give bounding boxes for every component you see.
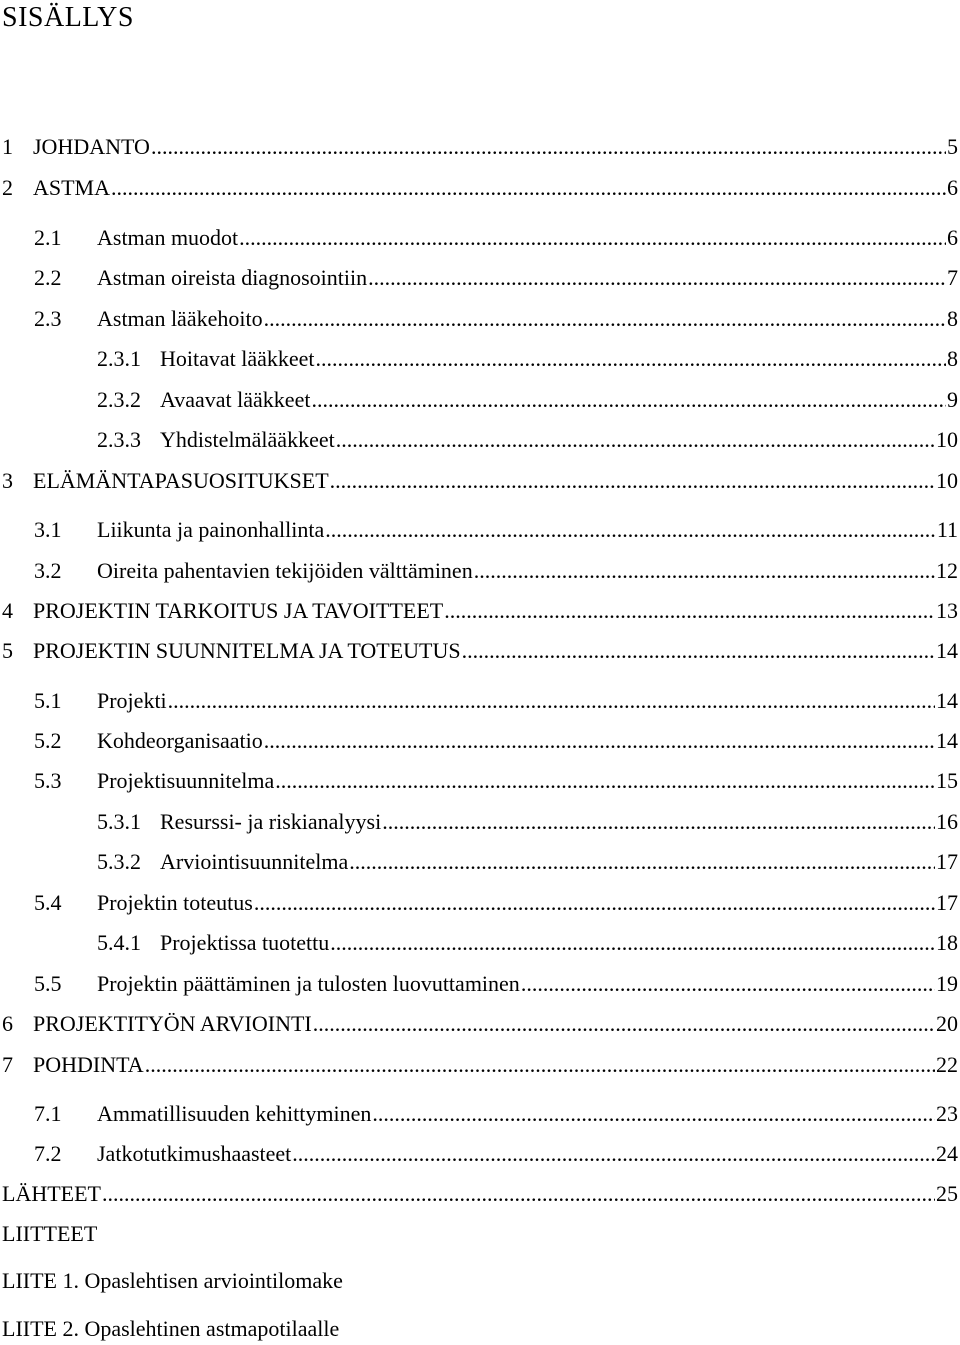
toc-entry-page: 19 [936, 971, 958, 996]
dot-leader [316, 346, 946, 372]
toc-entry-number: 3 [2, 468, 13, 493]
toc-entry-text: Kohdeorganisaatio [97, 728, 263, 753]
toc-entry [97, 346, 960, 372]
toc-entry-text: Hoitavat lääkkeet [160, 346, 315, 371]
toc-entry [2, 1181, 960, 1207]
toc-entry [34, 306, 960, 332]
toc-entry-text: PROJEKTITYÖN ARVIOINTI [33, 1011, 312, 1036]
toc-entry-text: Projektisuunnitelma [97, 768, 275, 793]
toc-entry-page: 23 [936, 1101, 958, 1126]
toc-entry [2, 134, 960, 160]
toc-entry [97, 930, 960, 956]
dot-leader [330, 930, 935, 956]
toc-entry-text: JOHDANTO [33, 134, 150, 159]
toc-entry-number: 2 [2, 175, 13, 200]
toc-entry-page: 24 [936, 1141, 958, 1166]
toc-entry-page: 5 [947, 134, 958, 159]
dot-leader [168, 688, 935, 714]
toc-entry [34, 688, 960, 714]
toc-entry-text: Astman lääkehoito [97, 306, 263, 331]
dot-leader [145, 1052, 935, 1078]
toc-entry-number: 5.4 [34, 890, 62, 915]
toc-entry-number: 3.2 [34, 558, 62, 583]
toc-entry [97, 849, 960, 875]
dot-leader [330, 468, 935, 494]
dot-leader [264, 728, 935, 754]
toc-entry [34, 1101, 960, 1127]
dot-leader [111, 175, 946, 201]
toc-entry-page: 22 [936, 1052, 958, 1077]
toc-entry-text: Projekti [97, 688, 167, 713]
toc-entry [34, 728, 960, 754]
toc-entry-text: Projektin toteutus [97, 890, 253, 915]
dot-leader [368, 265, 946, 291]
toc-entry-number: 7.2 [34, 1141, 62, 1166]
toc-entry-page: 10 [936, 468, 958, 493]
toc-entry [34, 225, 960, 251]
toc-entry-number: 5.3.2 [97, 849, 141, 874]
toc-entry-number: 2.3 [34, 306, 62, 331]
dot-leader [102, 1181, 935, 1207]
toc-entry-text: Resurssi- ja riskianalyysi [160, 809, 382, 834]
dot-leader [521, 971, 935, 997]
toc-entry-number: 5.3.1 [97, 809, 141, 834]
toc-entry-text: Astman oireista diagnosointiin [97, 265, 368, 290]
toc-entry [34, 265, 960, 291]
dot-leader [239, 225, 946, 251]
toc-entry-page: 11 [936, 517, 958, 542]
dot-leader [474, 558, 935, 584]
dot-leader [444, 598, 935, 624]
toc-entry-number: 5 [2, 638, 13, 663]
toc-entry [2, 598, 960, 624]
toc-entry-page: 14 [936, 638, 958, 663]
toc-entry-page: 7 [947, 265, 958, 290]
toc-entry-text: PROJEKTIN TARKOITUS JA TAVOITTEET [33, 598, 444, 623]
toc-entry-text: ASTMA [33, 175, 111, 200]
toc-entry-page: 13 [936, 598, 958, 623]
toc-entry-number: 7.1 [34, 1101, 62, 1126]
toc-entry-number: 6 [2, 1011, 13, 1036]
toc-entry-page: 8 [947, 306, 958, 331]
toc-entry [2, 1011, 960, 1037]
toc-entry-page: 16 [936, 809, 958, 834]
toc-entry-number: 5.3 [34, 768, 62, 793]
toc-entry-page: 14 [936, 688, 958, 713]
toc-entry [34, 1141, 960, 1167]
toc-entry-number: 5.5 [34, 971, 62, 996]
dot-leader [275, 768, 935, 794]
toc-entry [34, 890, 960, 916]
toc-entry [2, 1052, 960, 1078]
toc-entry-number: 5.2 [34, 728, 62, 753]
appendix-item: LIITE 1. Opaslehtisen arviointilomake [2, 1268, 343, 1293]
toc-entry [34, 517, 960, 543]
dot-leader [382, 809, 935, 835]
dot-leader [336, 427, 935, 453]
toc-entry-text: POHDINTA [33, 1052, 144, 1077]
toc-entry-number: 2.2 [34, 265, 62, 290]
toc-entry-number: 1 [2, 134, 13, 159]
toc-entry [2, 175, 960, 201]
appendix-heading: LIITTEET [2, 1221, 98, 1246]
toc-entry-page: 17 [936, 849, 958, 874]
dot-leader [151, 134, 946, 160]
toc-entry-page: 25 [936, 1181, 958, 1206]
toc-entry-number: 5.1 [34, 688, 62, 713]
dot-leader [325, 517, 936, 543]
toc-entry-text: Astman muodot [97, 225, 239, 250]
appendix-item: LIITE 2. Opaslehtinen astmapotilaalle [2, 1316, 340, 1341]
toc-entry-text: Arviointisuunnitelma [160, 849, 349, 874]
toc-entry-page: 14 [936, 728, 958, 753]
toc-entry [34, 768, 960, 794]
dot-leader [372, 1101, 935, 1127]
toc-entry-text: Projektin päättäminen ja tulosten luovuttaminen [97, 971, 520, 996]
toc-entry-text: PROJEKTIN SUUNNITELMA JA TOTEUTUS [33, 638, 461, 663]
toc-entry [2, 468, 960, 494]
toc-entry-number: 2.3.3 [97, 427, 141, 452]
toc-entry-text: ELÄMÄNTAPASUOSITUKSET [33, 468, 329, 493]
toc-entry-page: 15 [936, 768, 958, 793]
toc-entry-number: 2.3.2 [97, 387, 141, 412]
dot-leader [254, 890, 935, 916]
toc-entry-page: 17 [936, 890, 958, 915]
toc-entry-number: 7 [2, 1052, 13, 1077]
toc-entry-text: Liikunta ja painonhallinta [97, 517, 325, 542]
dot-leader [349, 849, 935, 875]
dot-leader [264, 306, 946, 332]
toc-entry-number: 4 [2, 598, 13, 623]
toc-entry-text: LÄHTEET [2, 1181, 101, 1206]
toc-entry-number: 2.1 [34, 225, 62, 250]
toc-entry [97, 387, 960, 413]
toc-entry-number: 5.4.1 [97, 930, 141, 955]
toc-entry [34, 558, 960, 584]
toc-entry-page: 10 [936, 427, 958, 452]
toc-entry-text: Projektissa tuotettu [160, 930, 330, 955]
toc-entry-page: 18 [936, 930, 958, 955]
toc-entry [2, 638, 960, 664]
toc-entry-text: Avaavat lääkkeet [160, 387, 311, 412]
dot-leader [462, 638, 935, 664]
toc-entry [97, 427, 960, 453]
toc-entry-page: 6 [947, 175, 958, 200]
dot-leader [311, 387, 946, 413]
page-title: SISÄLLYS [2, 2, 134, 33]
toc-entry-number: 2.3.1 [97, 346, 141, 371]
toc-entry-number: 3.1 [34, 517, 62, 542]
dot-leader [292, 1141, 935, 1167]
dot-leader [313, 1011, 935, 1037]
toc-entry-page: 8 [947, 346, 958, 371]
toc-entry [97, 809, 960, 835]
toc-entry-text: Jatkotutkimushaasteet [97, 1141, 292, 1166]
toc-entry [34, 971, 960, 997]
toc-entry-page: 12 [936, 558, 958, 583]
toc-entry-page: 6 [947, 225, 958, 250]
toc-entry-text: Ammatillisuuden kehittyminen [97, 1101, 372, 1126]
toc-entry-text: Yhdistelmälääkkeet [160, 427, 335, 452]
toc-entry-text: Oireita pahentavien tekijöiden välttäminen [97, 558, 473, 583]
toc-entry-page: 9 [947, 387, 958, 412]
toc-entry-page: 20 [936, 1011, 958, 1036]
